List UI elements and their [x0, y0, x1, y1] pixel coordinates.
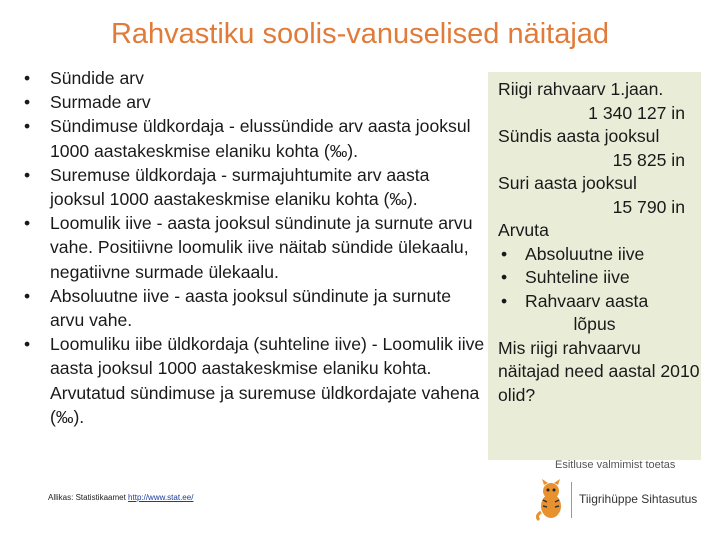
compute-tail: lõpus — [573, 314, 616, 334]
source-link[interactable]: http://www.stat.ee/ — [128, 493, 194, 502]
list-item: • Sündide arv — [24, 66, 486, 90]
list-item: • Absoluutne iive - aasta jooksul sündinute ja surnute arvu vahe. — [24, 284, 486, 332]
births-label: Sündis aasta jooksul — [498, 126, 660, 146]
definition-list — [24, 66, 486, 429]
list-item: • Suremuse üldkordaja - surmajuhtumite arv aasta jooksul 1000 aastakeskmise elaniku kohta (‰). — [24, 163, 486, 211]
compute-item: • Absoluutne iive — [498, 243, 701, 267]
sponsor-name: Tiigrihüppe Sihtasutus — [579, 492, 698, 506]
list-item: • Sündimuse üldkordaja - elussündide arv aasta jooksul 1000 aastakeskmise elaniku kohta (‰). — [24, 114, 486, 162]
logo-divider — [571, 482, 572, 518]
sponsor-logo — [533, 478, 713, 522]
compute-item: • Suhteline iive — [498, 266, 701, 290]
population-value: 1 340 127 in — [588, 102, 685, 123]
question-text: Mis riigi rahvaarvu näitajad need aastal 2010 olid? — [498, 337, 700, 405]
slide-title: Rahvastiku soolis-vanuselised näitajad — [110, 18, 610, 50]
list-item: • Loomulik iive - aasta jooksul sündinute ja surnute arvu vahe. Positiivne loomulik iive näitab sündide ülekaalu, negatiivne surmade ülekaalu. — [24, 211, 486, 284]
births-value: 15 825 in — [612, 149, 685, 170]
deaths-label: Suri aasta jooksul — [498, 173, 637, 193]
source-prefix: Allikas: Statistikaamet — [48, 493, 126, 502]
compute-list — [498, 243, 701, 314]
list-item: • Loomuliku iibe üldkordaja (suhteline iive) - Loomulik iive aasta jooksul 1000 aastakeskmise elaniku kohta. Arvutatud sündimuse ja suremuse üldkordajate vahena (‰). — [24, 332, 486, 429]
exercise-box — [488, 72, 701, 460]
tiger-icon — [533, 478, 569, 522]
population-label: Riigi rahvaarv 1.jaan. — [498, 79, 664, 99]
compute-label: Arvuta — [498, 220, 549, 240]
source-note — [48, 493, 193, 502]
deaths-value: 15 790 in — [612, 196, 685, 217]
compute-item: • Rahvaarv aasta — [498, 290, 701, 314]
sponsor-caption: Esitluse valmimist toetas — [555, 459, 676, 471]
list-item: • Surmade arv — [24, 90, 486, 114]
